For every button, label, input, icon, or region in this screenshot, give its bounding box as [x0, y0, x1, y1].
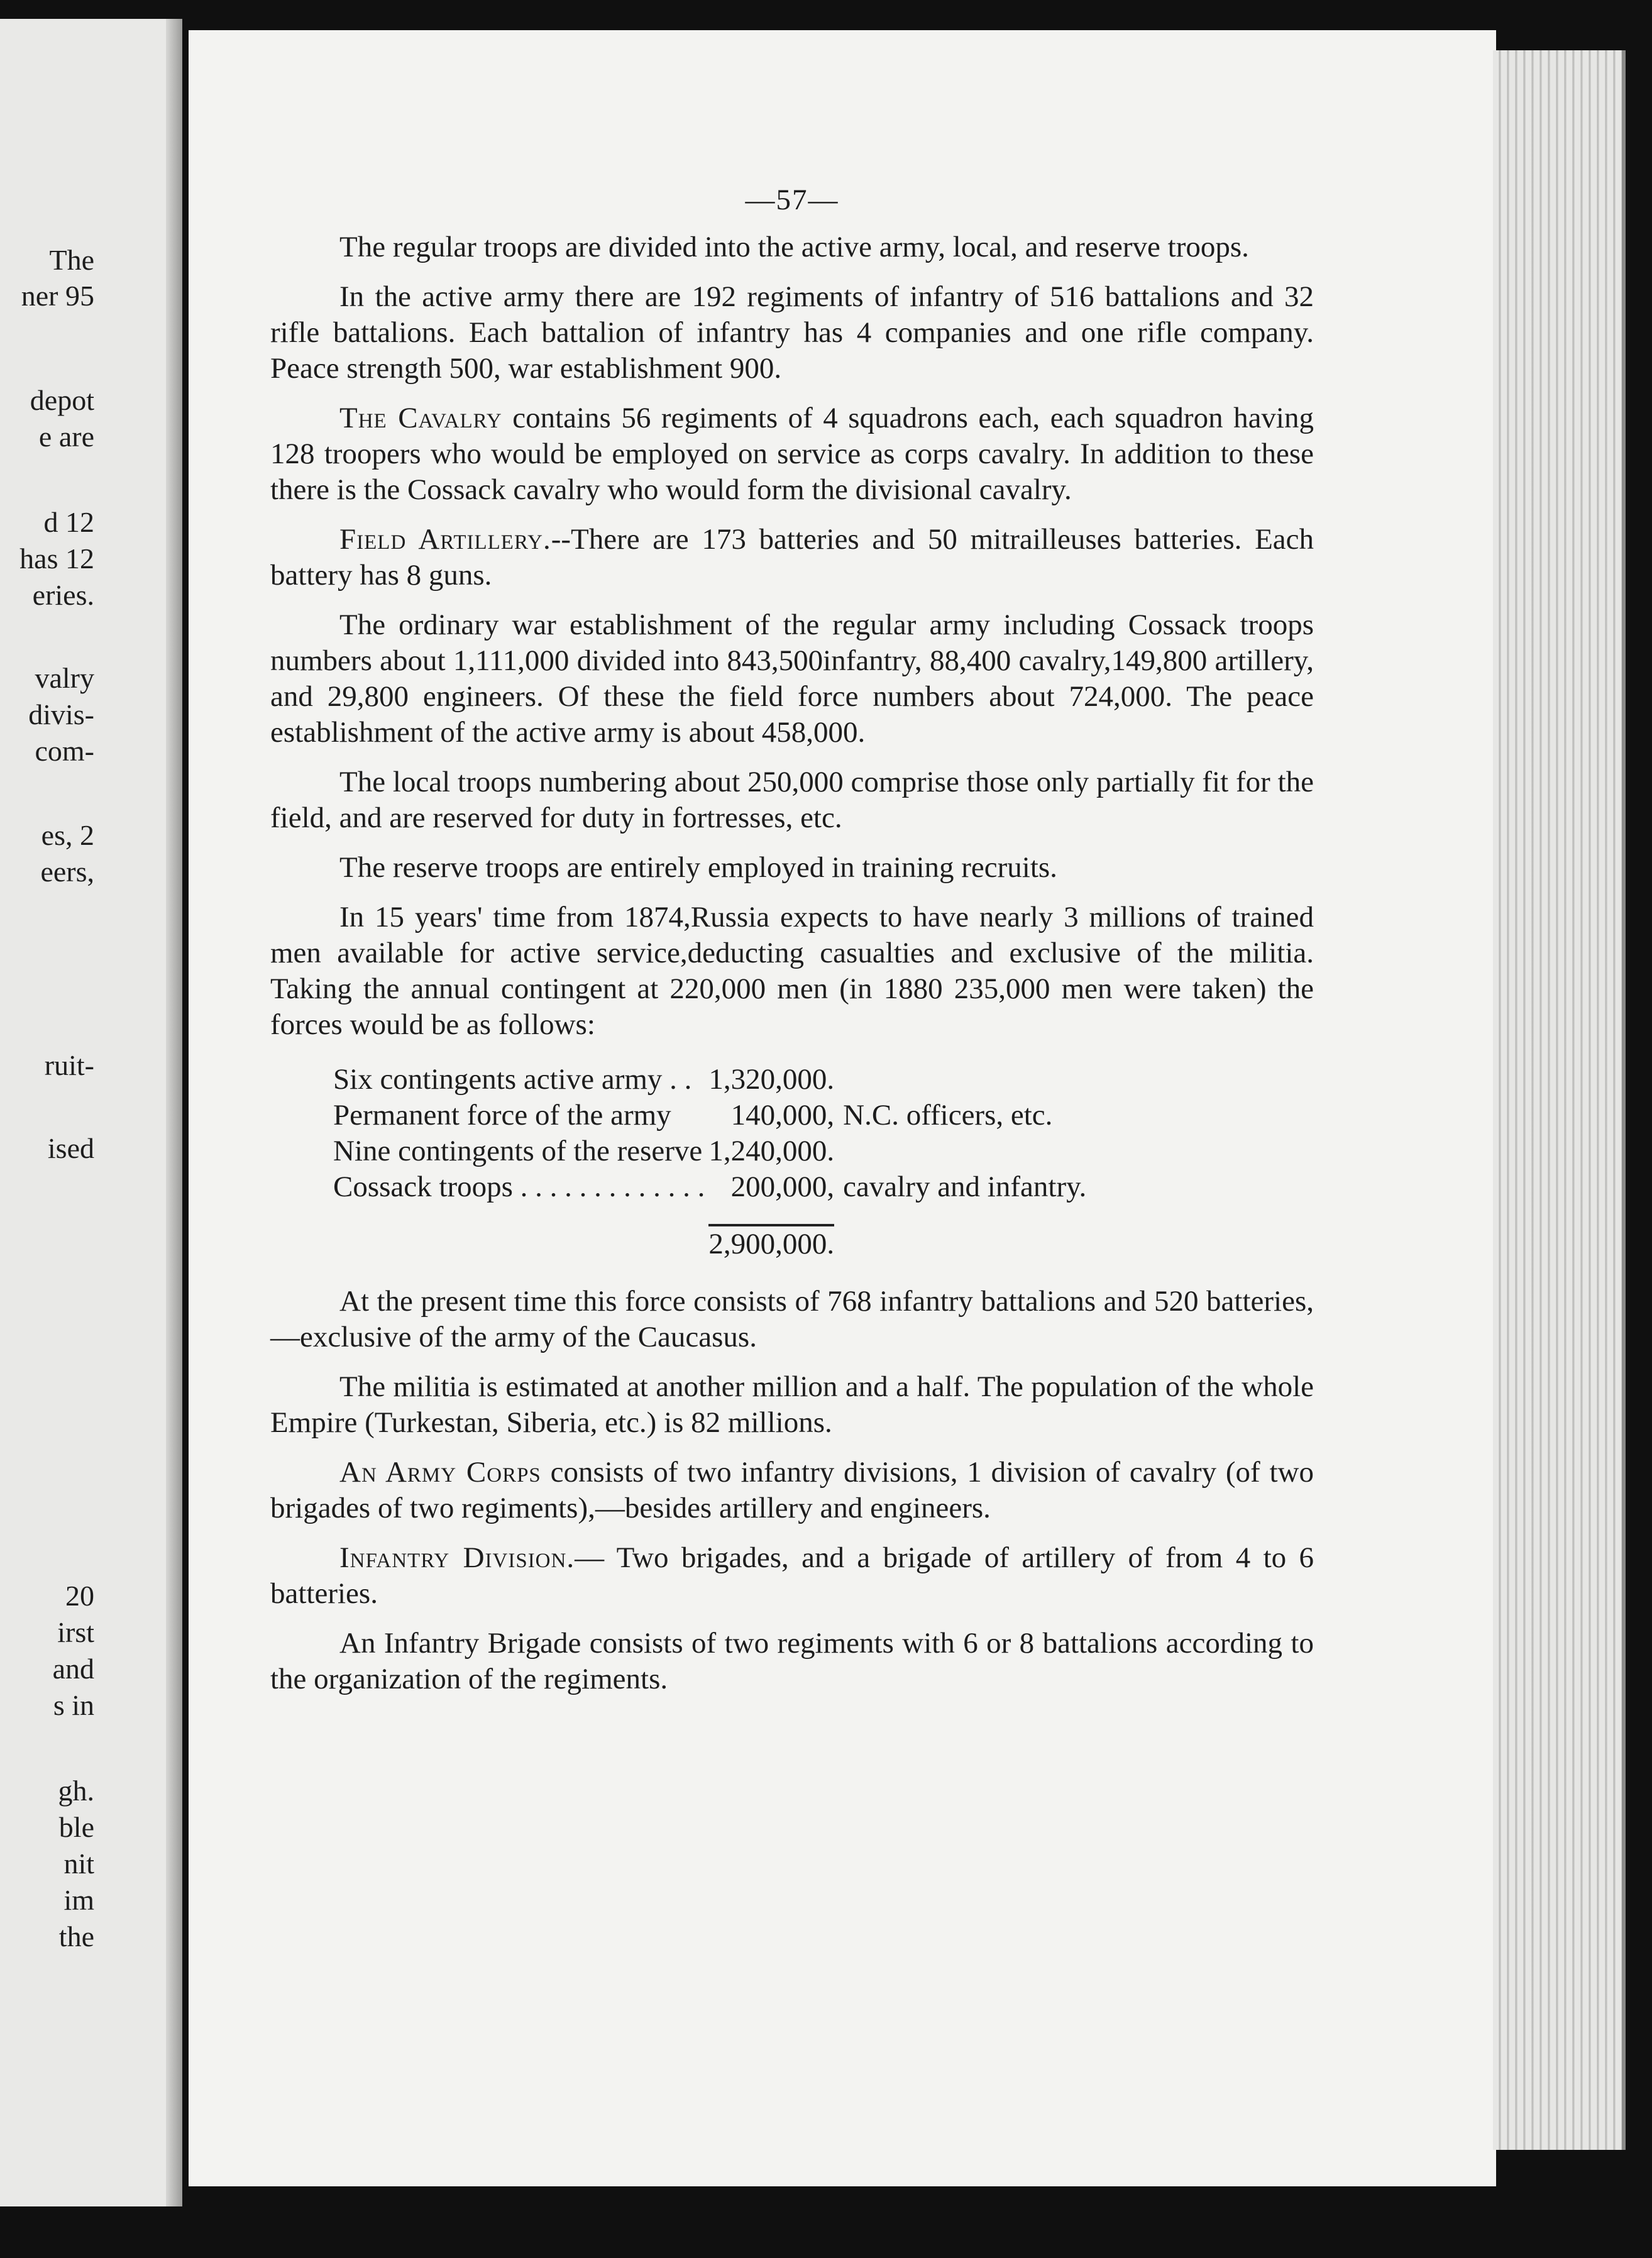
facing-page: [0, 19, 182, 2206]
field-artillery-text: --There are 173 batteries and 50 mitrailleuses batteries. Each battery has 8 guns.: [270, 523, 1314, 592]
paragraph-war-establishment: The ordinary war establishment of the regular army including Cossack troops numbers about 1,111,000 divided into 843,500infantry, 88,400 cavalry,149,800 artillery, and 29,800 engineers. Of these the field force numbers about 724,000. The peace establishment of the active army is about 458,000.: [270, 609, 1314, 749]
facing-page-text: and: [52, 1653, 94, 1685]
page-content: [270, 182, 1314, 1711]
paragraph-militia: The militia is estimated at another million and a half. The population of the whole Empire (Turkestan, Siberia, etc.) is 82 millions.: [270, 1370, 1314, 1439]
facing-page-text: nit: [63, 1848, 94, 1880]
forces-amount: 1,320,000.: [708, 1063, 835, 1096]
forces-note: [843, 1062, 1090, 1098]
paragraph-regular-troops: The regular troops are divided into the active army, local, and reserve troops.: [339, 231, 1249, 263]
paragraph-army-corps: [270, 1455, 1314, 1526]
facing-page-text: ruit-: [44, 1049, 94, 1081]
facing-page-text: im: [63, 1884, 94, 1916]
infantry-division-heading: Infantry Division.: [339, 1541, 575, 1574]
forces-amount: 200,000,: [730, 1170, 835, 1203]
forces-label: Six contingents active army . .: [333, 1063, 692, 1096]
facing-page-text: eers,: [40, 856, 94, 888]
forces-table: [333, 1062, 1090, 1262]
forces-note: N.C. officers, etc.: [843, 1099, 1053, 1132]
facing-page-text: e are: [38, 421, 94, 453]
infantry-division-text: — Two brigades, and a brigade of artillery of from 4 to 6 batteries.: [270, 1541, 1314, 1610]
paragraph-cavalry: [270, 400, 1314, 508]
page-number: —57—: [745, 184, 839, 216]
army-corps-heading: An Army Corps: [339, 1456, 541, 1489]
forces-total-row: [333, 1205, 1090, 1262]
forces-row: [333, 1098, 1090, 1133]
paragraph-local-troops: The local troops numbering about 250,000 comprise those only partially fit for the field, and are reserved for duty in fortresses, etc.: [270, 766, 1314, 834]
forces-label: Nine contingents of the reserve: [333, 1135, 703, 1167]
forces-amount: 1,240,000.: [708, 1135, 835, 1167]
facing-page-text: irst: [57, 1616, 94, 1648]
paragraph-active-army: In the active army there are 192 regiments of infantry of 516 battalions and 32 rifle battalions. Each battalion of infantry has 4 companies and one rifle company. Peace strength 500, war establishment 900.: [270, 280, 1314, 385]
facing-page-text: ner 95: [21, 280, 94, 312]
facing-page-text: The: [49, 244, 94, 276]
paragraph-present-force: At the present time this force consists of 768 infantry battalions and 520 batteries,—exclusive of the army of the Caucasus.: [270, 1285, 1314, 1353]
paragraph-field-artillery: [270, 522, 1314, 593]
facing-page-text: ble: [58, 1811, 94, 1843]
facing-page-text: the: [58, 1920, 94, 1952]
paragraph-fifteen-years: In 15 years' time from 1874,Russia expects to have nearly 3 millions of trained men available for active service,deducting casualties and exclusive of the militia. Taking the annual contingent at 220,000 men (in 1880 235,000 men were taken) the forces would be as follows:: [270, 901, 1314, 1041]
facing-page-text: com-: [35, 735, 94, 767]
army-corps-text: consists of two infantry divisions, 1 division of cavalry (of two brigades of two regiments),—besides artillery and engineers.: [270, 1456, 1314, 1524]
forces-label: Cossack troops . . . . . . . . . . . . .: [333, 1170, 705, 1203]
forces-row: [333, 1133, 1090, 1169]
facing-page-text: valry: [35, 662, 94, 694]
page-edges: [1493, 50, 1626, 2150]
paragraph-infantry-division: [270, 1540, 1314, 1612]
forces-total: 2,900,000.: [708, 1228, 835, 1260]
forces-note: [843, 1133, 1090, 1169]
facing-page-text: es, 2: [41, 819, 94, 851]
forces-amount: 140,000,: [730, 1099, 835, 1132]
forces-row: [333, 1169, 1090, 1205]
facing-page-text: d 12: [43, 506, 94, 538]
facing-page-text: divis-: [28, 698, 94, 730]
paragraph-infantry-brigade: An Infantry Brigade consists of two regiments with 6 or 8 battalions according to the organization of the regiments.: [270, 1627, 1314, 1695]
paragraph-reserve-troops: The reserve troops are entirely employed in training recruits.: [339, 851, 1057, 884]
forces-row: [333, 1062, 1090, 1098]
forces-label: Permanent force of the army: [333, 1099, 671, 1132]
book-gutter: [166, 19, 182, 2206]
cavalry-heading: The Cavalry: [339, 402, 502, 434]
facing-page-text: eries.: [32, 579, 94, 611]
facing-page-text: gh.: [58, 1775, 94, 1807]
facing-page-text: 20: [65, 1580, 94, 1612]
total-rule: [708, 1224, 834, 1226]
facing-page-text: depot: [30, 384, 94, 416]
field-artillery-heading: Field Artillery.: [339, 523, 551, 556]
facing-page-text: ised: [47, 1132, 94, 1164]
facing-page-text: has 12: [19, 542, 94, 575]
forces-note: cavalry and infantry.: [843, 1170, 1087, 1203]
cavalry-text: contains 56 regiments of 4 squadrons each, each squadron having 128 troopers who would be employed on service as corps cavalry. In addition to these there is the Cossack cavalry who would form the divisional cavalry.: [270, 402, 1314, 506]
facing-page-text: s in: [53, 1689, 94, 1721]
